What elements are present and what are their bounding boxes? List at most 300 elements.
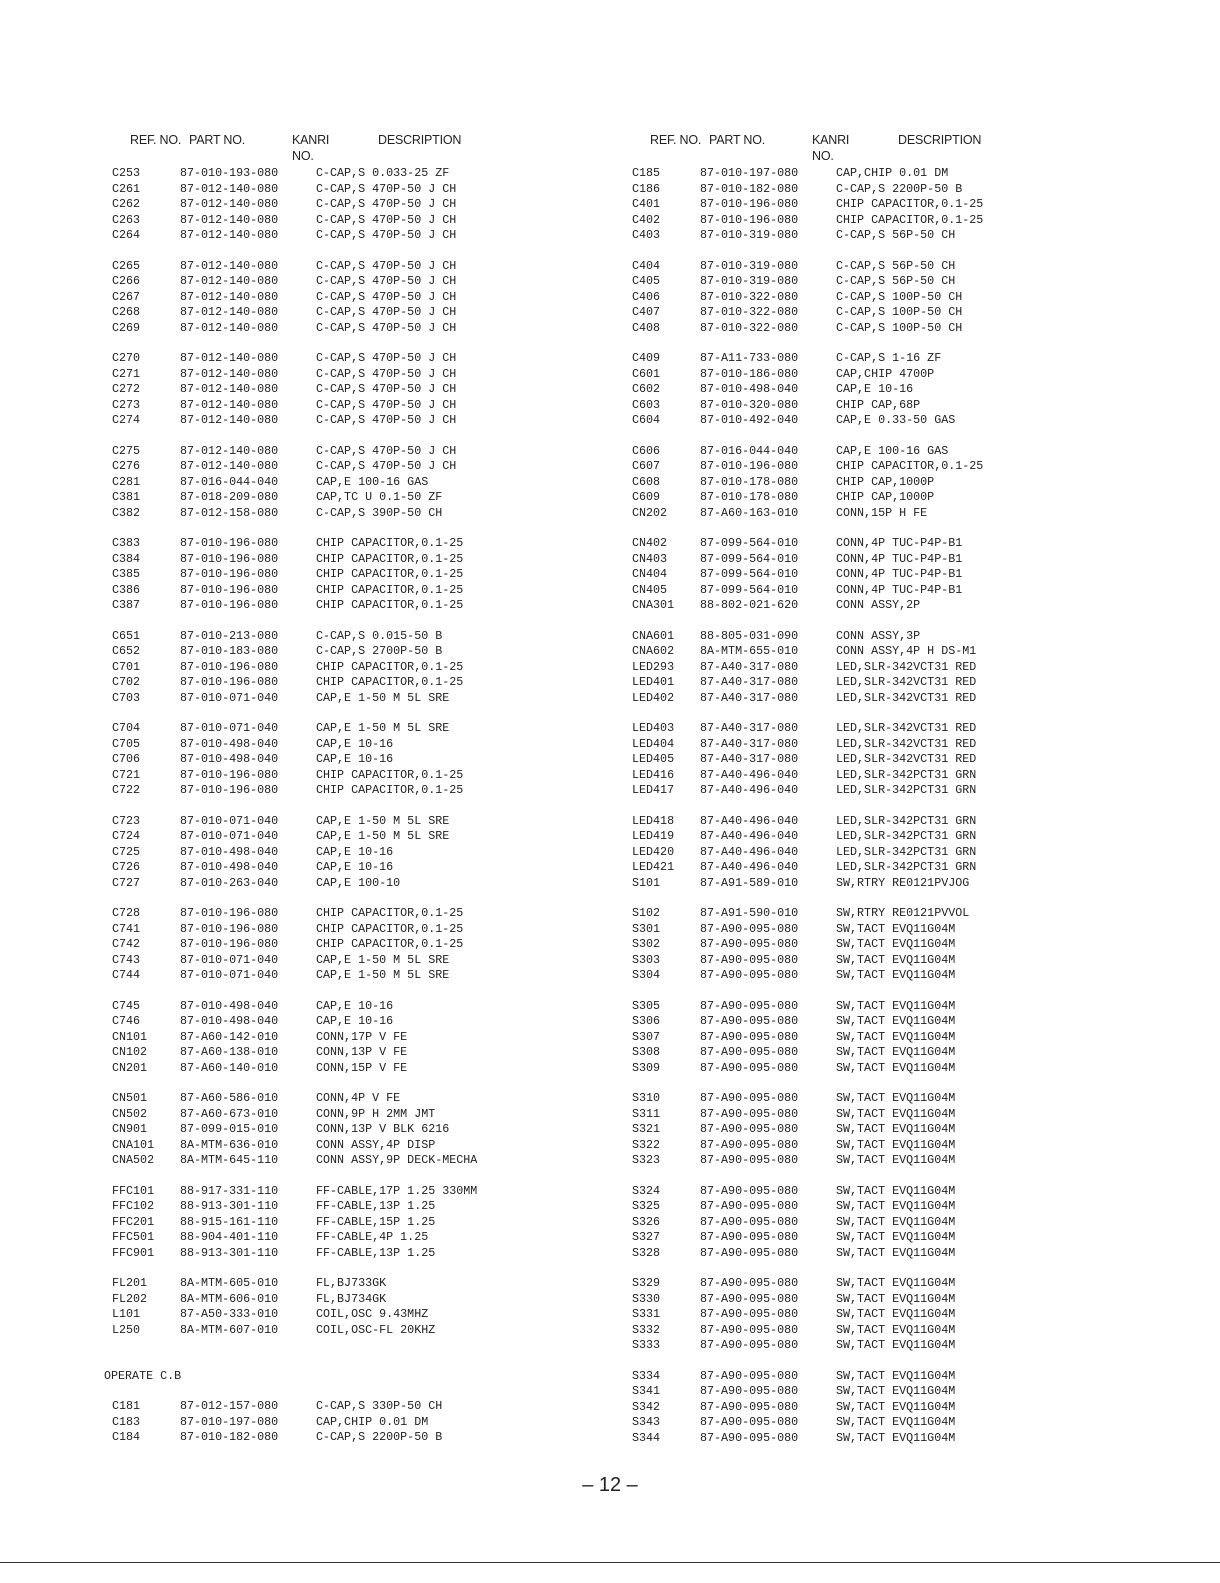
parts-list-left [104,166,478,1354]
description: FF-CABLE,17P 1.25 330MM [316,1183,478,1198]
description: CAP,CHIP 0.01 DM [316,1414,429,1429]
description: SW,TACT EVQ11G04M [836,998,956,1013]
description: SW,TACT EVQ11G04M [836,1153,956,1167]
header-part-no: PART NO. [189,133,246,147]
part-no: 87-010-498-040 [180,1014,279,1028]
part-no: 87-010-498-040 [180,844,279,859]
ref-no: FFC101 [112,1183,155,1198]
description: C-CAP,S 2200P-50 B [836,181,963,196]
header-ref-no: REF. NO. [130,133,182,147]
part-no: 87-A40-496-040 [700,767,799,782]
part-no: 87-010-319-080 [700,274,799,288]
part-row [104,551,464,568]
ref-no: S342 [632,1399,661,1414]
part-row [104,1322,436,1339]
part-no: 87-012-140-080 [180,289,279,304]
part-no: 87-A90-095-080 [700,1415,799,1429]
ref-no: C742 [112,937,141,951]
ref-no: C725 [112,844,141,859]
description: CAP,E 10-16 [316,736,394,751]
description: CAP,E 10-16 [316,1014,394,1028]
ref-no: S304 [632,968,661,982]
part-no: 87-010-196-080 [180,567,279,581]
part-no: 8A-MTM-605-010 [180,1276,279,1290]
part-no: 87-012-140-080 [180,274,279,288]
description: C-CAP,S 470P-50 J CH [316,351,457,365]
ref-no: FFC501 [112,1230,155,1244]
description: CHIP CAPACITOR,0.1-25 [316,906,464,920]
description: CAP,E 10-16 [836,382,914,396]
ref-no: S301 [632,921,661,936]
ref-no: S307 [632,1029,661,1044]
description: CAP,E 1-50 M 5L SRE [316,829,450,843]
ref-no: C273 [112,397,141,412]
header-description: DESCRIPTION [898,133,982,147]
description: CONN,13P V FE [316,1045,408,1059]
ref-no: LED420 [632,844,675,859]
ref-no: C386 [112,582,141,597]
part-no: 87-010-197-080 [700,166,799,180]
description: SW,TACT EVQ11G04M [836,1430,956,1445]
ref-no: C723 [112,813,141,828]
description: CHIP CAPACITOR,0.1-25 [836,212,984,227]
part-no: 87-A90-095-080 [700,998,799,1013]
part-row [104,1291,387,1308]
ref-no: L250 [112,1322,141,1337]
description: CAP,E 10-16 [316,844,394,859]
part-no: 87-010-071-040 [180,690,279,705]
ref-no: S303 [632,952,661,967]
ref-no: C704 [112,721,141,735]
ref-no: C270 [112,351,141,365]
part-no: 87-A60-140-010 [180,1060,279,1075]
ref-no: C607 [632,459,661,473]
part-no: 87-A90-095-080 [700,937,799,951]
ref-no: S344 [632,1430,661,1445]
description: CAP,E 1-50 M 5L SRE [316,721,450,735]
ref-no: LED402 [632,690,675,705]
description: C-CAP,S 330P-50 CH [316,1399,443,1413]
part-row [104,443,457,460]
description: CHIP CAPACITOR,0.1-25 [316,783,464,797]
ref-no: LED293 [632,659,675,674]
part-no: 87-010-320-080 [700,397,799,412]
description: SW,TACT EVQ11G04M [836,1291,956,1306]
part-row [104,1106,436,1123]
part-no: 87-010-196-080 [180,675,279,689]
ref-no: C409 [632,351,661,365]
part-row [104,228,457,244]
ref-no: C264 [112,228,141,242]
description: CHIP CAP,1000P [836,474,935,489]
ref-no: C275 [112,443,141,458]
part-no: 8A-MTM-645-110 [180,1153,279,1167]
ref-no: C728 [112,906,141,920]
ref-no: S308 [632,1045,661,1059]
ref-no: CN404 [632,567,668,581]
ref-no: C185 [632,166,661,180]
ref-no: S302 [632,937,661,951]
part-no: 87-A90-095-080 [700,1106,799,1121]
part-no: 8A-MTM-655-010 [700,644,799,658]
description: CONN,4P TUC-P4P-B1 [836,582,963,597]
description: CAP,CHIP 0.01 DM [836,166,949,180]
description: C-CAP,S 470P-50 J CH [316,212,457,227]
ref-no: C741 [112,921,141,936]
header-ref-no: REF. NO. [650,133,702,147]
part-no: 87-A90-095-080 [700,1399,799,1414]
part-row [104,459,457,475]
part-row [104,813,450,830]
part-no: 88-802-021-620 [700,598,799,612]
part-row [104,875,401,892]
part-row [104,937,464,953]
description: CAP,E 1-50 M 5L SRE [316,968,450,982]
part-no: 87-A40-496-040 [700,860,799,874]
part-row [104,582,464,599]
part-no: 87-A90-095-080 [700,1091,799,1105]
ref-no: CNA301 [632,598,675,612]
ref-no: S334 [632,1368,661,1383]
part-row [104,1122,450,1138]
ref-no: LED417 [632,783,675,797]
description: SW,TACT EVQ11G04M [836,952,956,967]
part-no: 87-018-209-080 [180,490,279,504]
ref-no: L101 [112,1307,141,1321]
ref-no: S327 [632,1230,661,1244]
description: C-CAP,S 100P-50 CH [836,320,963,335]
description: LED,SLR-342PCT31 GRN [836,767,977,782]
part-no: 87-A90-095-080 [700,952,799,967]
description: CHIP CAPACITOR,0.1-25 [316,767,464,782]
part-row [104,721,450,737]
description: LED,SLR-342VCT31 RED [836,659,977,674]
ref-no: C703 [112,690,141,705]
description: CAP,E 100-16 GAS [836,443,949,458]
description: SW,TACT EVQ11G04M [836,1183,956,1198]
description: C-CAP,S 470P-50 J CH [316,366,457,381]
part-row [104,474,429,491]
description: CAP,E 0.33-50 GAS [836,413,956,427]
part-no: 87-A90-095-080 [700,921,799,936]
ref-no: C253 [112,166,141,180]
page-number: – 12 – [582,1474,638,1496]
part-no: 87-012-140-080 [180,181,279,196]
description: C-CAP,S 2700P-50 B [316,644,443,658]
part-no: 87-A60-586-010 [180,1091,279,1105]
part-no: 87-012-140-080 [180,397,279,412]
part-row [104,181,457,198]
ref-no: S324 [632,1183,661,1198]
part-no: 88-913-301-110 [180,1199,279,1213]
ref-no: S325 [632,1199,661,1213]
description: C-CAP,S 56P-50 CH [836,228,956,242]
parts-group [104,166,457,244]
ref-no: C744 [112,968,141,982]
description: CHIP CAPACITOR,0.1-25 [316,567,464,581]
part-no: 87-A91-589-010 [700,875,799,890]
part-no: 87-010-196-080 [700,212,799,227]
ref-no: CN501 [112,1091,148,1105]
ref-no: C407 [632,305,661,319]
description: C-CAP,S 56P-50 CH [836,258,956,273]
description: SW,TACT EVQ11G04M [836,968,956,982]
page-bottom-rule [0,1562,1220,1563]
description: C-CAP,S 470P-50 J CH [316,413,457,427]
ref-no: C724 [112,829,141,843]
ref-no: C404 [632,258,661,273]
part-no: 87-010-178-080 [700,490,799,504]
description: C-CAP,S 2200P-50 B [316,1430,443,1444]
part-row [104,968,450,984]
part-row [104,305,457,321]
part-row [104,274,457,290]
description: SW,TACT EVQ11G04M [836,1106,956,1121]
part-no: 87-010-498-040 [180,998,279,1013]
part-no: 87-010-196-080 [180,598,279,612]
description: SW,TACT EVQ11G04M [836,1230,956,1244]
description: CONN,4P V FE [316,1091,401,1105]
part-no: 87-A40-317-080 [700,721,799,735]
part-no: 87-A90-095-080 [700,1368,799,1383]
part-no: 87-010-196-080 [180,783,279,797]
part-no: 88-917-331-110 [180,1183,279,1198]
ref-no: C269 [112,320,141,335]
description: CONN,4P TUC-P4P-B1 [836,567,963,581]
parts-group [104,536,464,614]
ref-no: C381 [112,490,141,504]
description: CHIP CAP,68P [836,397,921,412]
description: CONN,13P V BLK 6216 [316,1122,450,1136]
ref-no: C405 [632,274,661,288]
part-no: 87-010-196-080 [180,551,279,566]
description: CHIP CAPACITOR,0.1-25 [316,675,464,689]
description: SW,TACT EVQ11G04M [836,1199,956,1213]
description: SW,TACT EVQ11G04M [836,1415,956,1429]
description: CONN ASSY,9P DECK-MECHA [316,1153,478,1167]
description: COIL,OSC-FL 20KHZ [316,1322,436,1337]
ref-no: C603 [632,397,661,412]
ref-no: LED419 [632,829,675,843]
description: FF-CABLE,13P 1.25 [316,1199,436,1213]
part-no: 87-012-140-080 [180,228,279,242]
ref-no: LED418 [632,813,675,828]
ref-no: C263 [112,212,141,227]
ref-no: C268 [112,305,141,319]
ref-no: C722 [112,783,141,797]
part-no: 87-A90-095-080 [700,1199,799,1213]
part-no: 87-A90-095-080 [700,968,799,982]
ref-no: C406 [632,289,661,304]
part-row [104,659,464,676]
ref-no: S305 [632,998,661,1013]
ref-no: FFC901 [112,1245,155,1260]
description: CAP,E 1-50 M 5L SRE [316,690,450,705]
part-no: 87-A90-095-080 [700,1214,799,1229]
part-no: 87-010-498-040 [700,382,799,396]
part-no: 88-915-161-110 [180,1214,279,1229]
description: C-CAP,S 470P-50 J CH [316,397,457,412]
description: C-CAP,S 0.033-25 ZF [316,166,450,180]
ref-no: C267 [112,289,141,304]
ref-no: C387 [112,598,141,612]
part-no: 87-010-319-080 [700,258,799,273]
parts-group [104,1091,478,1169]
ref-no: LED401 [632,675,675,689]
description: LED,SLR-342VCT31 RED [836,690,977,705]
ref-no: C271 [112,366,141,381]
description: LED,SLR-342PCT31 GRN [836,813,977,828]
part-row [104,366,457,383]
part-no: 87-A40-496-040 [700,813,799,828]
description: C-CAP,S 1-16 ZF [836,351,942,365]
description: CHIP CAPACITOR,0.1-25 [836,197,984,211]
description: LED,SLR-342VCT31 RED [836,675,977,689]
header-kanri-no: NO. [292,149,314,163]
part-no: 87-A40-317-080 [700,690,799,705]
part-no: 87-099-015-010 [180,1122,279,1136]
part-row [104,1137,436,1154]
part-row [104,906,464,922]
description: CHIP CAPACITOR,0.1-25 [316,536,464,550]
parts-group [104,351,457,429]
ref-no: C609 [632,490,661,504]
part-no: 87-012-140-080 [180,258,279,273]
description: SW,TACT EVQ11G04M [836,1091,956,1105]
description: C-CAP,S 100P-50 CH [836,305,963,319]
part-row [104,490,443,506]
header-kanri-no: NO. [812,149,834,163]
part-no: 87-010-178-080 [700,474,799,489]
part-row [104,320,457,337]
description: CHIP CAPACITOR,0.1-25 [316,551,464,566]
description: C-CAP,S 100P-50 CH [836,289,963,304]
ref-no: S102 [632,906,661,920]
description: LED,SLR-342VCT31 RED [836,736,977,751]
part-row [104,921,464,938]
part-no: 87-012-140-080 [180,382,279,396]
part-no: 87-010-071-040 [180,813,279,828]
part-no: 87-A40-496-040 [700,844,799,859]
description: CAP,E 10-16 [316,998,394,1013]
part-no: 87-A90-095-080 [700,1122,799,1136]
description: FL,BJ734GK [316,1291,387,1306]
ref-no: S333 [632,1338,661,1352]
ref-no: C181 [112,1399,141,1413]
part-no: 87-010-322-080 [700,320,799,335]
description: SW,TACT EVQ11G04M [836,1368,956,1383]
description: LED,SLR-342PCT31 GRN [836,860,977,874]
ref-no: C384 [112,551,141,566]
part-row [104,952,450,969]
part-no: 87-A60-142-010 [180,1029,279,1044]
ref-no: C701 [112,659,141,674]
ref-no: FL201 [112,1276,148,1290]
ref-no: C746 [112,1014,141,1028]
part-no: 8A-MTM-636-010 [180,1137,279,1152]
ref-no: FFC102 [112,1199,155,1213]
part-no: 87-010-182-080 [180,1430,279,1444]
ref-no: CN502 [112,1106,148,1121]
part-no: 87-012-140-080 [180,351,279,365]
ref-no: CN202 [632,505,668,520]
part-row [104,382,457,398]
description: CHIP CAPACITOR,0.1-25 [316,582,464,597]
description: C-CAP,S 470P-50 J CH [316,289,457,304]
description: SW,TACT EVQ11G04M [836,1137,956,1152]
part-row [104,1276,387,1292]
description: C-CAP,S 56P-50 CH [836,274,956,288]
ref-no: C184 [112,1430,141,1444]
header-kanri: KANRI [292,133,330,147]
ref-no: C702 [112,675,141,689]
description: LED,SLR-342PCT31 GRN [836,829,977,843]
part-no: 87-010-196-080 [180,937,279,951]
part-no: 87-A40-496-040 [700,783,799,797]
part-no: 87-A90-095-080 [700,1276,799,1290]
part-no: 87-010-322-080 [700,305,799,319]
description: C-CAP,S 470P-50 J CH [316,320,457,335]
part-no: 8A-MTM-607-010 [180,1322,279,1337]
ref-no: C601 [632,366,661,381]
part-no: 87-A11-733-080 [700,351,799,365]
part-no: 87-A90-095-080 [700,1230,799,1244]
parts-group [104,813,450,892]
part-no: 87-A90-095-080 [700,1291,799,1306]
part-no: 87-016-044-040 [180,474,279,489]
part-no: 87-010-498-040 [180,752,279,766]
part-no: 87-A90-095-080 [700,1384,799,1398]
part-row [104,1230,429,1246]
description: CONN ASSY,3P [836,628,921,643]
part-no: 87-016-044-040 [700,443,799,458]
description: FF-CABLE,4P 1.25 [316,1230,429,1244]
ref-no: CNA602 [632,644,675,658]
ref-no: S328 [632,1245,661,1260]
ref-no: C403 [632,228,661,242]
part-no: 87-010-322-080 [700,289,799,304]
part-no: 87-012-140-080 [180,459,279,473]
part-row [104,289,457,306]
description: CAP,CHIP 4700P [836,366,935,381]
part-no: 87-A90-095-080 [700,1338,799,1352]
description: FL,BJ733GK [316,1276,387,1290]
part-no: 87-A40-317-080 [700,736,799,751]
part-row [104,598,464,614]
ref-no: C652 [112,644,141,658]
description: C-CAP,S 470P-50 J CH [316,443,457,458]
description: LED,SLR-342VCT31 RED [836,752,977,766]
part-no: 87-010-263-040 [180,875,279,890]
description: SW,RTRY RE0121PVJOG [836,875,970,890]
description: SW,TACT EVQ11G04M [836,1399,956,1414]
ref-no: S322 [632,1137,661,1152]
part-row [104,258,457,275]
part-row [104,505,443,522]
part-no: 87-010-196-080 [180,921,279,936]
ref-no: C727 [112,875,141,890]
ref-no: C274 [112,413,141,427]
part-no: 87-A60-673-010 [180,1106,279,1121]
parts-group [104,443,457,522]
ref-no: LED404 [632,736,675,751]
part-row [104,783,464,799]
part-no: 87-A90-095-080 [700,1045,799,1059]
description: FF-CABLE,13P 1.25 [316,1245,436,1260]
part-no: 87-012-158-080 [180,505,279,520]
part-row [104,413,457,429]
part-row [104,1414,429,1431]
